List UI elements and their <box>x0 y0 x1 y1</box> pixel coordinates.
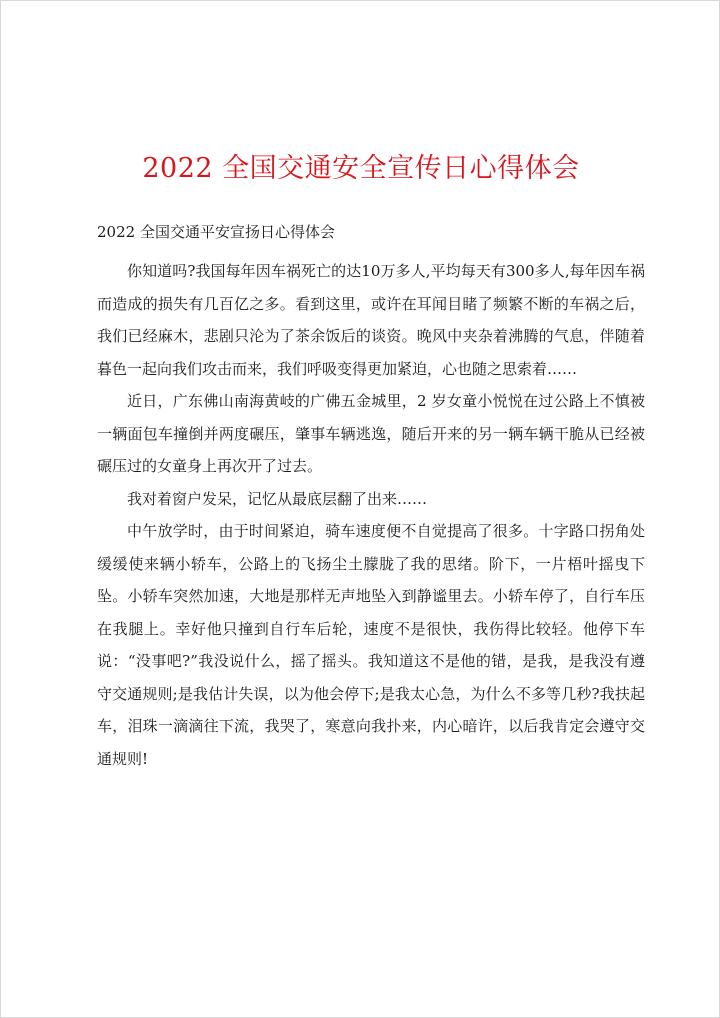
paragraph-4: 中午放学时，由于时间紧迫，骑车速度便不自觉提高了很多。十字路口拐角处缓缓使来辆小轿车，公路上的飞扬尘土朦胧了我的思绪。阶下，一片梧叶摇曳下坠。小轿车突然加速，大地是那样无声地坠入到静谧里去。小轿车停了，自行车压在我腿上。幸好他只撞到自行车后轮，速度不是很快，我伤得比较轻。他停下车说：“没事吧?”我没说什么，摇了摇头。我知道这不是他的错，是我，是我没有遵守交通规则;是我估计失误，以为他会停下;是我太心急，为什么不多等几秒?我扶起车，泪珠一滴滴往下流，我哭了，寒意向我扑来，内心暗许，以后我肯定会遵守交通规则! <box>97 522 645 768</box>
document-title: 2022 全国交通安全宣传日心得体会 <box>142 153 580 184</box>
document-body <box>97 255 645 775</box>
paragraph-3: 我对着窗户发呆，记忆从最底层翻了出来…… <box>127 489 428 508</box>
paragraph-2: 近日，广东佛山南海黄岐的广佛五金城里，2 岁女童小悦悦在过公路上不慎被一辆面包车撞倒并两度碾压，肇事车辆逃逸，随后开来的另一辆车辆干脆从已经被碾压过的女童身上再次开了过去。 <box>97 392 645 475</box>
paragraph-1: 你知道吗?我国每年因车祸死亡的达10万多人,平均每天有300多人,每年因车祸而造成的损失有几百亿之多。看到这里，或许在耳闻目睹了频繁不断的车祸之后，我们已经麻木，悲剧只沦为了茶余饭后的谈资。晚风中夹杂着沸腾的气息，伴随着暮色一起向我们攻击而来，我们呼吸变得更加紧迫，心也随之思索着…… <box>97 262 645 378</box>
document-subtitle: 2022 全国交通平安宣扬日心得体会 <box>97 223 335 241</box>
